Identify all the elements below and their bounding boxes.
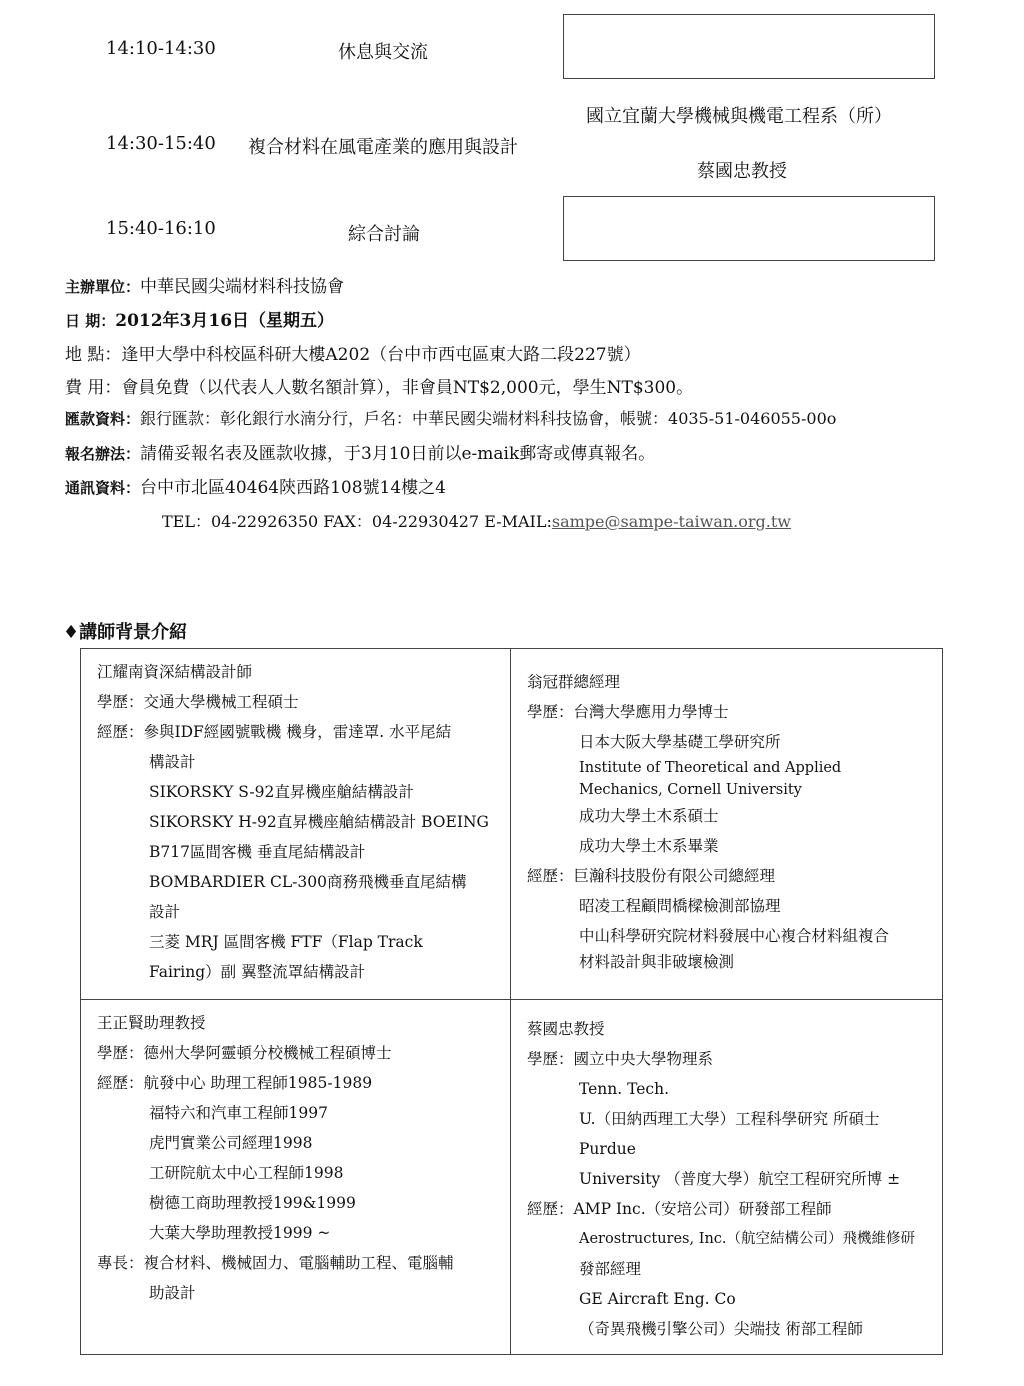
bio-line: 發部經理 <box>579 1260 642 1278</box>
bio-line: 經歷：AMP Inc.（安培公司）研發部工程師 <box>527 1200 832 1218</box>
date-label: 日 期： <box>65 312 116 330</box>
register-value: 請備妥報名表及匯款收據，于3月10日前以e-maik郵寄或傳真報名。 <box>140 444 656 464</box>
bio-cell-jiang <box>81 649 511 1000</box>
bio-line: BOMBARDIER CL-300商務飛機垂直尾結構 <box>149 873 467 891</box>
fee-value: 會員免費（以代表人人數名額計算），非會員NT$2,000元，學生NT$300。 <box>121 378 694 398</box>
contact-value: 台中市北區40464陝西路108號14樓之4 <box>140 478 446 498</box>
bio-line: 學歷：交通大學機械工程碩士 <box>97 693 299 711</box>
bio-line: 學歷：台灣大學應用力學博士 <box>527 703 729 721</box>
fee-label: 費 用： <box>65 378 122 398</box>
bio-line: 日本大阪大學基礎工學研究所 <box>579 733 781 751</box>
bio-line: 虎門實業公司經理1998 <box>149 1134 313 1152</box>
bio-line: 翁冠群總經理 <box>527 673 621 691</box>
speaker-box-empty-1 <box>563 14 935 79</box>
speaker-bio-table <box>80 648 943 1355</box>
speakers-heading: ♦講師背景介紹 <box>63 622 188 643</box>
organizer-label: 主辦單位： <box>65 278 141 296</box>
bio-line: 蔡國忠教授 <box>527 1020 605 1038</box>
schedule-topic-2: 複合材料在風電產業的應用與設計 <box>248 137 518 158</box>
venue-label: 地 點： <box>65 345 122 365</box>
bio-line: 王正賢助理教授 <box>97 1014 206 1032</box>
date-line <box>65 306 334 331</box>
bio-cell-wang <box>81 1000 511 1355</box>
bio-line: 助設計 <box>149 1284 196 1302</box>
bio-line: 成功大學土木系碩士 <box>579 807 719 825</box>
payment-value: 銀行匯款：彰化銀行水湳分行，戶名：中華民國尖端材料科技協會，帳號：4035-51-046055-00o <box>140 409 837 428</box>
bio-line: （奇異飛機引擎公司）尖端技 術部工程師 <box>579 1320 863 1338</box>
bio-line: 成功大學土木系畢業 <box>579 837 719 855</box>
bio-line: 工研院航太中心工程師1998 <box>149 1164 344 1182</box>
bio-line: SIKORSKY S-92直昇機座艙結構設計 <box>149 783 414 801</box>
bio-line: 專長：複合材料、機械固力、電腦輔助工程、電腦輔 <box>97 1254 454 1272</box>
contact-line <box>65 473 446 498</box>
organizer-value: 中華民國尖端材料科技協會 <box>140 277 345 297</box>
schedule-time-3: 15:40-16:10 <box>106 218 216 239</box>
bio-line: Purdue <box>579 1140 636 1158</box>
venue-value: 逢甲大學中科校區科研大樓A202（台中市西屯區東大路二段227號） <box>121 345 641 365</box>
schedule-time-1: 14:10-14:30 <box>106 38 216 59</box>
fee-line <box>65 373 693 398</box>
bio-line: 中山科學研究院材料發展中心複合材料組複合 <box>579 927 890 945</box>
bio-line: 經歷：參與IDF經國號戰機 機身，雷達罩. 水平尾結 <box>97 723 452 741</box>
schedule-topic-1: 休息與交流 <box>338 42 428 63</box>
bio-line: B717區間客機 垂直尾結構設計 <box>149 843 366 861</box>
bio-row-2 <box>81 1000 943 1355</box>
contact-tel-fax: TEL：04-22926350 FAX：04-22930427 E-MAIL: <box>162 512 552 531</box>
bio-row-1 <box>81 649 943 1000</box>
bio-line: Tenn. Tech. <box>579 1080 670 1098</box>
schedule-speaker-name: 蔡國忠教授 <box>697 161 787 182</box>
bio-line: 構設計 <box>149 753 196 771</box>
date-value: 2012年3月16日（星期五） <box>115 311 335 331</box>
bio-line: 樹德工商助理教授199&1999 <box>149 1194 356 1212</box>
bio-line: 經歷：航發中心 助理工程師1985-1989 <box>97 1074 373 1092</box>
bio-cell-weng <box>511 649 943 1000</box>
bio-line: SIKORSKY H-92直昇機座艙結構設計 BOEING <box>149 813 489 831</box>
bio-line: 江耀南資深結構設計師 <box>97 663 253 681</box>
bio-cell-tsai <box>511 1000 943 1355</box>
schedule-speaker-affiliation: 國立宜蘭大學機械與機電工程系（所） <box>586 106 892 127</box>
bio-line: GE Aircraft Eng. Co <box>579 1290 736 1308</box>
speaker-box-empty-3 <box>563 196 935 261</box>
contact-label: 通訊資料： <box>65 479 141 497</box>
bio-line: 經歷：巨瀚科技股份有限公司總經理 <box>527 867 776 885</box>
bio-line: 福特六和汽車工程師1997 <box>149 1104 328 1122</box>
bio-line: Institute of Theoretical and Applied Mechanics, Cornell University <box>579 760 842 798</box>
email-link[interactable]: sampe@sampe-taiwan.org.tw <box>551 512 791 531</box>
payment-label: 匯款資料： <box>65 410 141 428</box>
bio-line: Aerostructures, Inc.（航空結構公司）飛機維修研 <box>579 1231 916 1247</box>
bio-line: 學歷：德州大學阿靈頓分校機械工程碩博士 <box>97 1044 392 1062</box>
bio-line: 昭凌工程顧問橋樑檢測部協理 <box>579 897 781 915</box>
bio-line: 大葉大學助理教授1999 ~ <box>149 1224 331 1242</box>
register-line <box>65 439 655 464</box>
schedule-topic-3: 綜合討論 <box>348 224 420 245</box>
bio-line: 設計 <box>149 903 181 921</box>
schedule-time-2: 14:30-15:40 <box>106 133 216 154</box>
bio-line: Fairing）副 翼整流罩結構設計 <box>149 963 366 981</box>
bio-line: 材料設計與非破壞檢測 <box>579 953 735 971</box>
register-label: 報名辦法： <box>65 445 141 463</box>
venue-line <box>65 340 641 365</box>
bio-line: 學歷：國立中央大學物理系 <box>527 1050 714 1068</box>
contact-tel-fax-line <box>162 509 791 532</box>
organizer-line <box>65 272 344 297</box>
bio-line: 三菱 MRJ 區間客機 FTF（Flap Track <box>149 933 423 951</box>
bio-line: University （普度大學）航空工程研究所博 ± <box>579 1170 901 1188</box>
payment-line <box>65 406 836 429</box>
bio-line: U.（田納西理工大學）工程科學研究 所碩士 <box>579 1110 880 1128</box>
